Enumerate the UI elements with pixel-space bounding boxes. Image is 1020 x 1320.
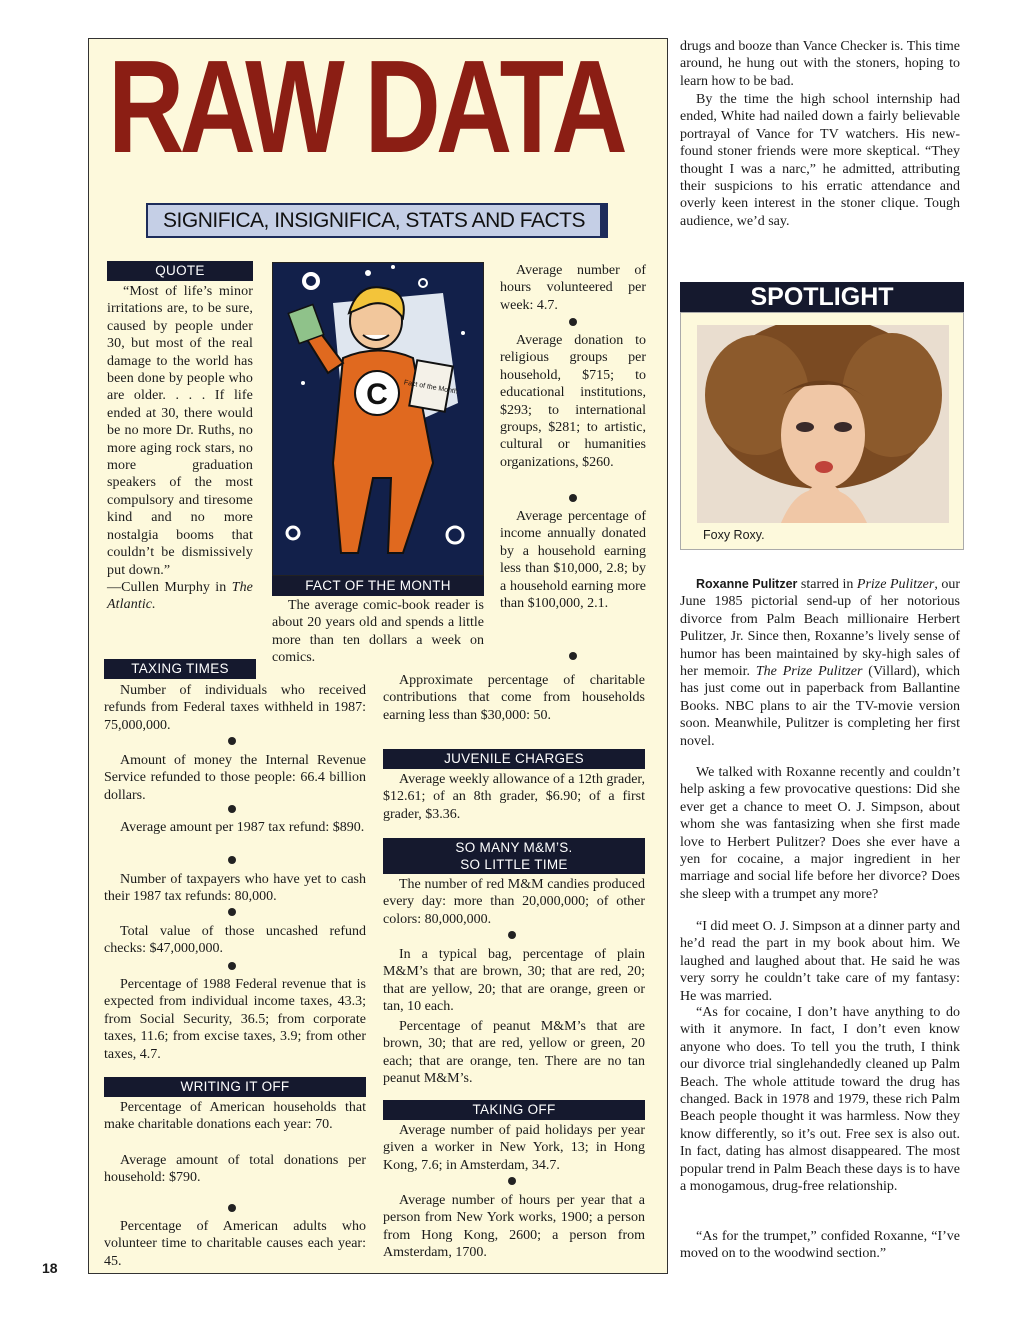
bullet-dot [569, 494, 577, 502]
hero-book-label: Fact of the Month [403, 379, 459, 396]
bullet-dot [228, 1204, 236, 1212]
quote-attribution: —Cullen Murphy in [107, 579, 232, 595]
roxanne-photo [697, 325, 949, 523]
spotlight-p1-part-b: , our June 1985 pictorial send-up of her notorious divorce from Palm Beach millionaire Herbert Pulitzer, Jr. Since then, Roxanne’s lively sense of humor has been maintained by sky-high sales of her memoir. [680, 577, 960, 680]
bullet-dot [228, 856, 236, 864]
comic-hero-art [273, 263, 484, 576]
spotlight-p3: “I did meet O. J. Simpson at a dinner party and he’d read the part in my book about him. We laughed and laughed about that. He said he was very sorry he couldn’t take care of my fantasy: He was married. [680, 919, 960, 1004]
bullet-dot [569, 318, 577, 326]
page-number: 18 [42, 1260, 58, 1276]
bullet-dot [228, 737, 236, 745]
mms-item-2: In a typical bag, percentage of plain M&M’s that are brown, 30; that are red, 20; that are yellow, 20; that are orange, green or tan, 10 each. [383, 947, 645, 1015]
taxing-item-1: Number of individuals who received refunds from Federal taxes withheld in 1987: 75,000,000. [104, 683, 366, 733]
spotlight-p1-title-1: Prize Pulitzer [856, 577, 935, 592]
masthead-title: RAW DATA [108, 33, 623, 180]
masthead-subtitle: SIGNIFICA, INSIGNIFICA, STATS AND FACTS [146, 203, 608, 238]
spotlight-p2: We talked with Roxanne recently and couldn’t help asking a few provocative questions: Did she ever get a chance to meet O. J. Simpson, about whom she was fantasizing when she first made love to Herbert Pulitzer? Does she ever have a yen for cocaine, a major ingredient in her marriage and social life before her divorce? Does she sleep with a trumpet any more? [680, 765, 960, 902]
mms-heading-line-1: SO MANY M&M’S. [455, 840, 573, 855]
taxing-times-heading: TAXING TIMES [104, 659, 256, 679]
volunteer-item-3: Average percentage of income annually donated by a household earning less than $10,000, 2.8; by a household earning more than $100,000, 2.1. [500, 509, 646, 612]
writing-it-off-heading: WRITING IT OFF [104, 1077, 366, 1097]
spotlight-caption: Foxy Roxy. [703, 528, 765, 542]
writing-item-1: Percentage of American households that make charitable donations each year: 70. [104, 1100, 366, 1133]
quote-body: “Most of life’s minor irritations are, to be sure, caused by people under 30, but most of the real damage to the world has been done by people who are older. . . . If life ended at 30, there would be no more Dr. Ruths, no more aging rock stars, no more graduation speakers of the most compulsory and tiresome kind and no more nostalgia booms that couldn’t be dismissively put down.” [107, 284, 253, 578]
spotlight-p1-part-c: (Villard), which has just come out in paperback from Ballantine Books. NBC plans to air the TV-movie version soon. Meanwhile, Pulitzer is completing her first novel. [680, 664, 961, 749]
writing-item-2: Average amount of total donations per household: $790. [104, 1153, 366, 1186]
right-intro-p2: By the time the high school internship had ended, White had nailed down a fairly believable portrayal of Vance for TV watchers. His new-found stoner friends were more skeptical. “They thought I was a narc,” he admitted, attributing their suspicions to his erratic attendance and overly keen interest in the stoner clique. Tough audience, we’d say. [680, 92, 960, 229]
spotlight-p4: “As for cocaine, I don’t have anything to do with it anymore. In fact, I don’t even know anyone who does. To tell you the truth, I think our divorce trial singlehandedly cleaned up Palm Beach. The whole attitude toward the drug has changed. Back in 1978 and 1979, these rich Palm Beach people thought it was harmless. Now they know differently, so it’s out. Free sex is also out. In fact, dating has almost disappeared. The most popular trend in Palm Beach these days is to have a monogamous, drug-free relationship. [680, 1005, 960, 1195]
taxing-item-4: Number of taxpayers who have yet to cash their 1987 tax refunds: 80,000. [104, 872, 366, 905]
mms-item-3: Percentage of peanut M&M’s that are brown, 30; that are red, yellow or green, 20 each; that are orange, ten. There are no tan peanut M&M’s. [383, 1019, 645, 1087]
bullet-dot [228, 908, 236, 916]
volunteer-item-1: Average number of hours volunteered per week: 4.7. [500, 263, 646, 313]
taking-off-item-1: Average number of paid holidays per year given a worker in New York, 13; in Hong Kong, 7.6; in Amsterdam, 34.7. [383, 1123, 645, 1173]
fact-of-month-text: The average comic-book reader is about 20 years old and spends a little more than ten dollars a week on comics. [272, 598, 484, 666]
spotlight-heading: SPOTLIGHT [680, 282, 964, 312]
quote-source: The Atlantic. [107, 579, 253, 613]
juvenile-charges-heading: JUVENILE CHARGES [383, 749, 645, 769]
quote-heading: QUOTE [107, 261, 253, 281]
mms-heading [383, 838, 645, 874]
spotlight-lead-name: Roxanne Pulitzer [696, 577, 798, 591]
juvenile-charges-text: Average weekly allowance of a 12th grader, $12.61; of an 8th grader, $6.90; of a first grader, $3.36. [383, 772, 646, 822]
spotlight-p1-part-a: starred in [797, 577, 857, 592]
bullet-dot [228, 962, 236, 970]
quote-text [107, 283, 253, 614]
taking-off-heading: TAKING OFF [383, 1100, 645, 1120]
portrait-image [697, 325, 949, 523]
spotlight-p1-title-2: The Prize Pulitzer [755, 664, 863, 680]
bullet-dot [508, 1177, 516, 1185]
bullet-dot [508, 931, 516, 939]
taking-off-item-2: Average number of hours per year that a person from New York works, 1900; a person from Hong Kong, 2600; a person from Amsterdam, 1700. [383, 1193, 645, 1261]
right-intro-p1: drugs and booze than Vance Checker is. This time around, he hung out with the stoners, hoping to learn how to be bad. [680, 39, 960, 89]
spotlight-p5: “As for the trumpet,” confided Roxanne, “I’ve moved on to the woodwind section.” [680, 1229, 960, 1262]
mms-item-1: The number of red M&M candies produced every day: more than 20,000,000; of other colors: 80,000,000. [383, 877, 645, 927]
taxing-item-5: Total value of those uncashed refund checks: $47,000,000. [104, 924, 366, 957]
volunteer-item-2: Average donation to religious groups per household, $715; to educational institutions, $293; to international groups, $281; to artistic, cultural or humanities organizations, $260. [500, 333, 646, 470]
bullet-dot [228, 805, 236, 813]
taxing-item-6: Percentage of 1988 Federal revenue that is expected from individual income taxes, 43.3; from Social Security, 36.5; from corporate taxes, 11.6; from excise taxes, 3.9; from other taxes, 4.7. [104, 977, 366, 1062]
hero-chest-letter: C [366, 378, 388, 411]
taxing-item-2: Amount of money the Internal Revenue Service refunded to those people: 66.4 billion dollars. [104, 753, 366, 803]
taxing-item-3: Average amount per 1987 tax refund: $890. [120, 820, 365, 835]
writing-item-3: Percentage of American adults who volunteer time to charitable causes each year: 45. [104, 1219, 366, 1269]
mms-heading-line-2: SO LITTLE TIME [460, 857, 568, 872]
spotlight-p1 [680, 576, 960, 750]
fact-of-month-heading: FACT OF THE MONTH [272, 576, 484, 596]
comic-hero-illustration [272, 262, 484, 576]
bullet-dot [569, 652, 577, 660]
volunteer-item-4: Approximate percentage of charitable contributions that come from households earning less than $30,000: 50. [383, 673, 645, 723]
